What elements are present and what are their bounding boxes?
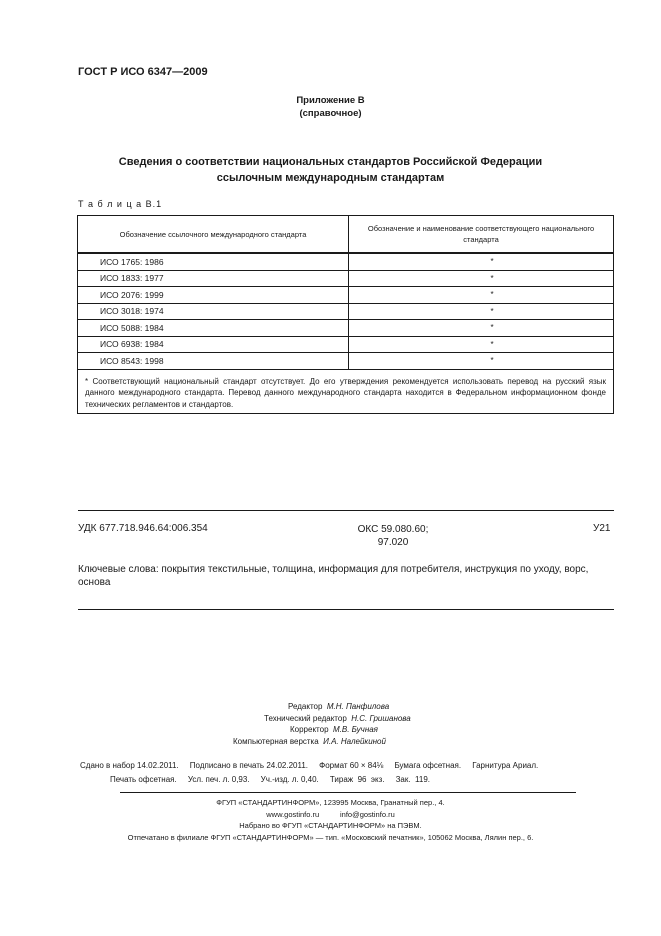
international-standard-cell: ИСО 5088: 1984 <box>78 320 349 337</box>
publisher-line1: ФГУП «СТАНДАРТИНФОРМ», 123995 Москва, Гранатный пер., 4. <box>216 798 445 807</box>
international-standard-cell: ИСО 3018: 1974 <box>78 303 349 320</box>
national-standard-cell: * <box>349 353 614 370</box>
publisher-line3: Набрано во ФГУП «СТАНДАРТИНФОРМ» на ПЭВМ. <box>239 821 422 830</box>
column-header-international: Обозначение ссылочного международного стандарта <box>78 216 349 254</box>
credit-tech-editor <box>200 713 411 725</box>
table-row <box>78 303 614 320</box>
publisher-line2: www.gostinfo.ru info@gostinfo.ru <box>266 809 395 819</box>
credit-name: И.А. Налейкиной <box>323 736 386 746</box>
divider-publisher <box>120 792 576 793</box>
imprint-block <box>80 759 538 787</box>
international-standard-cell: ИСО 1765: 1986 <box>78 253 349 270</box>
national-standard-cell: * <box>349 320 614 337</box>
table-footnote-row <box>78 369 614 414</box>
credit-name: М.В. Бучная <box>332 725 378 734</box>
national-standard-cell: * <box>349 336 614 353</box>
table-header-row <box>78 216 614 254</box>
credit-name: М.Н. Панфилова <box>326 702 390 711</box>
classification-code: У21 <box>593 523 611 534</box>
credit-role: Технический редактор <box>264 713 347 723</box>
publisher-block <box>0 797 661 843</box>
international-standard-cell: ИСО 6938: 1984 <box>78 336 349 353</box>
table-row <box>78 253 614 270</box>
credit-proofreader <box>200 724 411 736</box>
document-id: ГОСТ Р ИСО 6347—2009 <box>78 66 208 78</box>
table-row <box>78 320 614 337</box>
table-row <box>78 270 614 287</box>
publisher-line4: Отпечатано в филиале ФГУП «СТАНДАРТИНФОРМ» — тип. «Московский печатник», 105062 Москва, Лялин пер., 6. <box>127 832 534 842</box>
international-standard-cell: ИСО 8543: 1998 <box>78 353 349 370</box>
imprint-line2: Печать офсетная. Усл. печ. л. 0,93. Уч.-изд. л. 0,40. Тираж 96 экз. Зак. 119. <box>110 775 431 784</box>
international-standard-cell: ИСО 2076: 1999 <box>78 287 349 304</box>
divider-bottom <box>78 609 614 610</box>
column-header-national: Обозначение и наименование соответствующего национального стандарта <box>349 216 614 254</box>
national-standard-cell: * <box>349 253 614 270</box>
oks-line1: ОКС 59.080.60; <box>357 524 429 535</box>
section-title-line2: ссылочным международным стандартам <box>216 172 445 184</box>
credit-role: Корректор <box>290 725 329 734</box>
correspondence-table <box>77 215 614 414</box>
credit-role: Компьютерная верстка <box>233 736 319 746</box>
table-row <box>78 287 614 304</box>
credit-role: Редактор <box>288 702 323 711</box>
oks-code <box>353 523 433 549</box>
udk-code: УДК 677.718.946.64:006.354 <box>78 523 208 534</box>
table-label: Т а б л и ц а В.1 <box>78 199 163 209</box>
imprint-line1: Сдано в набор 14.02.2011. Подписано в печать 24.02.2011. Формат 60 × 84⅛ Бумага офсетная. Гарнитура Ариал. <box>80 761 539 770</box>
national-standard-cell: * <box>349 303 614 320</box>
section-title-line1: Сведения о соответствии национальных стандартов Российской Федерации <box>118 156 543 168</box>
keywords: Ключевые слова: покрытия текстильные, толщина, информация для потребителя, инструкция по уходу, ворс, основа <box>78 564 589 588</box>
oks-line2: 97.020 <box>377 537 409 548</box>
divider-top <box>78 510 614 511</box>
table-row <box>78 353 614 370</box>
international-standard-cell: ИСО 1833: 1977 <box>78 270 349 287</box>
credit-layout <box>200 736 411 748</box>
national-standard-cell: * <box>349 287 614 304</box>
credits-block <box>200 701 411 747</box>
table-row <box>78 336 614 353</box>
table-footnote: * Соответствующий национальный стандарт отсутствует. До его утверждения рекомендуется использовать перевод на русский язык данного международного стандарта. Перевод данного международного стандарта находится в Федеральном информационном фонде технических регламентов и стандартов. <box>78 369 614 414</box>
appendix-title: Приложение В <box>296 95 365 106</box>
credit-name: Н.С. Гришанова <box>351 713 411 723</box>
appendix-subtitle: (справочное) <box>299 108 362 119</box>
national-standard-cell: * <box>349 270 614 287</box>
credit-editor <box>200 701 411 713</box>
